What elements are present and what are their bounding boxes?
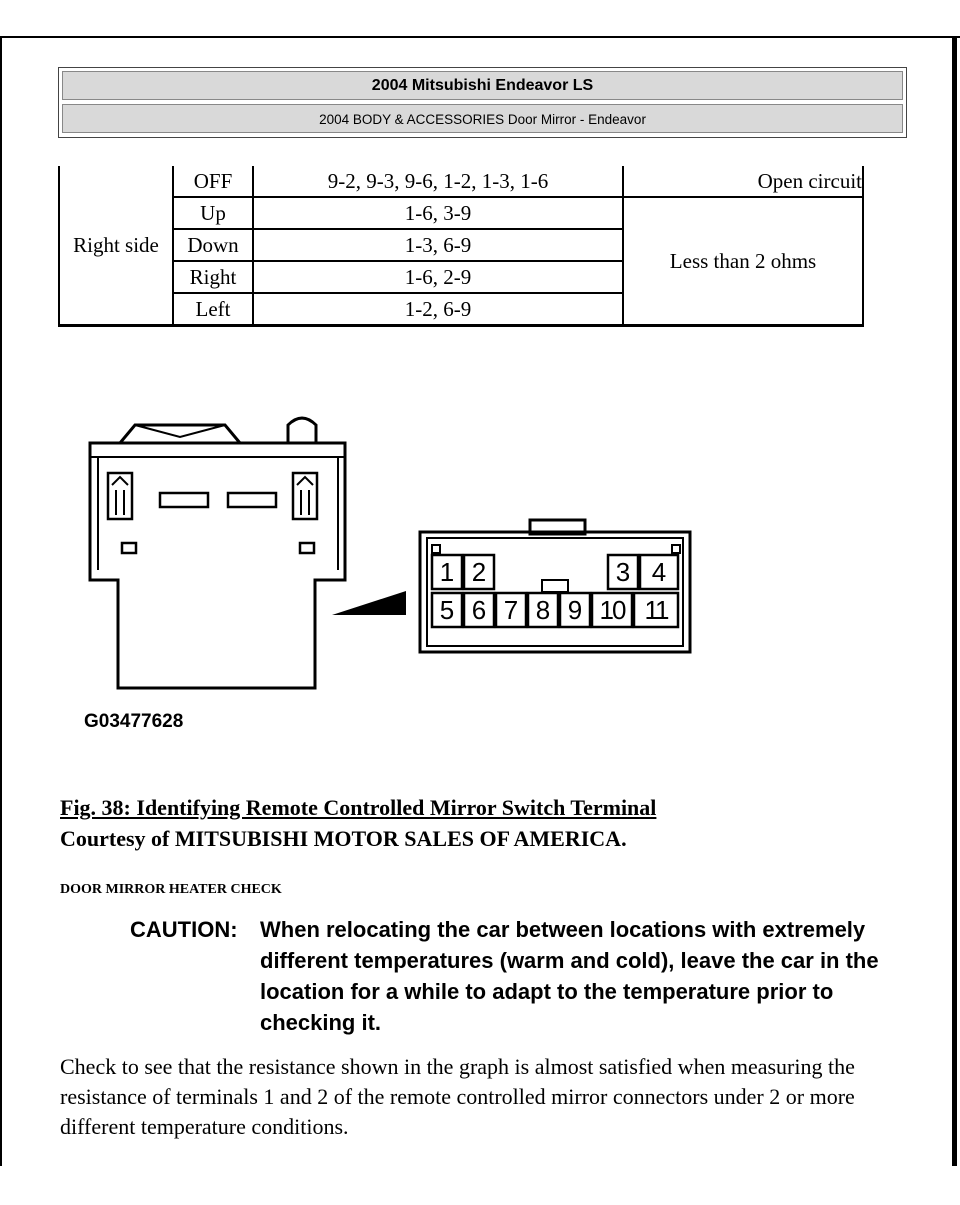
side-label: Right side [59, 166, 173, 326]
connector-corner-mark-left [432, 545, 440, 553]
terminal-pairs: 1-6, 2-9 [253, 261, 623, 293]
left-latch [108, 473, 132, 519]
pointer-wedge [332, 591, 406, 615]
connector-corner-mark-right [672, 545, 680, 553]
figure-code: G03477628 [84, 711, 184, 732]
table-row [59, 197, 863, 229]
caution-label: CAUTION: [130, 917, 238, 942]
document-title: 2004 Mitsubishi Endeavor LS [62, 71, 903, 100]
document-header [58, 67, 907, 138]
page-frame-right [952, 36, 957, 1166]
pin-label: 8 [535, 595, 551, 625]
terminal-pairs: 1-6, 3-9 [253, 197, 623, 229]
figure-caption [60, 795, 656, 821]
pin-label: 1 [439, 557, 455, 587]
switch-position: OFF [173, 166, 253, 197]
switch-position: Down [173, 229, 253, 261]
body-paragraph: Check to see that the resistance shown in the graph is almost satisfied when measuring the resistance of terminals 1 and 2 of the remote controlled mirror connectors under 2 or more different temperature conditions. [60, 1054, 855, 1139]
pin-label: 6 [471, 595, 487, 625]
caution-text: When relocating the car between locations with extremely different temperatures (warm and cold), leave the car in the location for a while to adapt to the temperature prior to checking it. [260, 917, 879, 1035]
switch-knob-detail [135, 425, 225, 437]
mirror-switch-connector-figure [60, 405, 700, 745]
pin-label: 2 [471, 557, 487, 587]
terminal-pairs: 9-2, 9-3, 9-6, 1-2, 1-3, 1-6 [253, 166, 623, 197]
switch-position: Left [173, 293, 253, 326]
continuity-result: Open circuit [623, 166, 863, 197]
pin-label: 5 [439, 595, 455, 625]
figure-caption-title: Fig. 38: Identifying Remote Controlled Mirror Switch Terminal [60, 795, 657, 820]
switch-slot-right [228, 493, 276, 507]
section-heading: DOOR MIRROR HEATER CHECK [60, 882, 282, 897]
switch-position: Right [173, 261, 253, 293]
switch-continuity-table [58, 166, 864, 327]
switch-tab-right [300, 543, 314, 553]
terminal-pairs: 1-2, 6-9 [253, 293, 623, 326]
connector-lock-tab [542, 580, 568, 592]
pin-label: 7 [503, 595, 519, 625]
pin-label: 11 [644, 595, 668, 625]
document-subtitle: 2004 BODY & ACCESSORIES Door Mirror - Endeavor [62, 104, 903, 133]
page-frame-top [0, 36, 960, 38]
switch-slot-left [160, 493, 208, 507]
switch-lamp-outline [288, 418, 316, 443]
right-latch [293, 473, 317, 519]
right-latch-detail [297, 477, 313, 515]
page-frame-left [0, 36, 2, 1166]
pin-label: 4 [651, 557, 667, 587]
terminal-pairs: 1-3, 6-9 [253, 229, 623, 261]
switch-knob-outline [120, 425, 240, 443]
switch-tab-left [122, 543, 136, 553]
pin-label: 10 [599, 595, 625, 625]
left-latch-detail [112, 477, 128, 515]
pin-label: 9 [567, 595, 583, 625]
table-row [59, 166, 863, 197]
switch-position: Up [173, 197, 253, 229]
pin-label: 3 [615, 557, 631, 587]
figure-courtesy: Courtesy of MITSUBISHI MOTOR SALES OF AMERICA. [60, 826, 627, 851]
continuity-result-merged: Less than 2 ohms [623, 197, 863, 326]
